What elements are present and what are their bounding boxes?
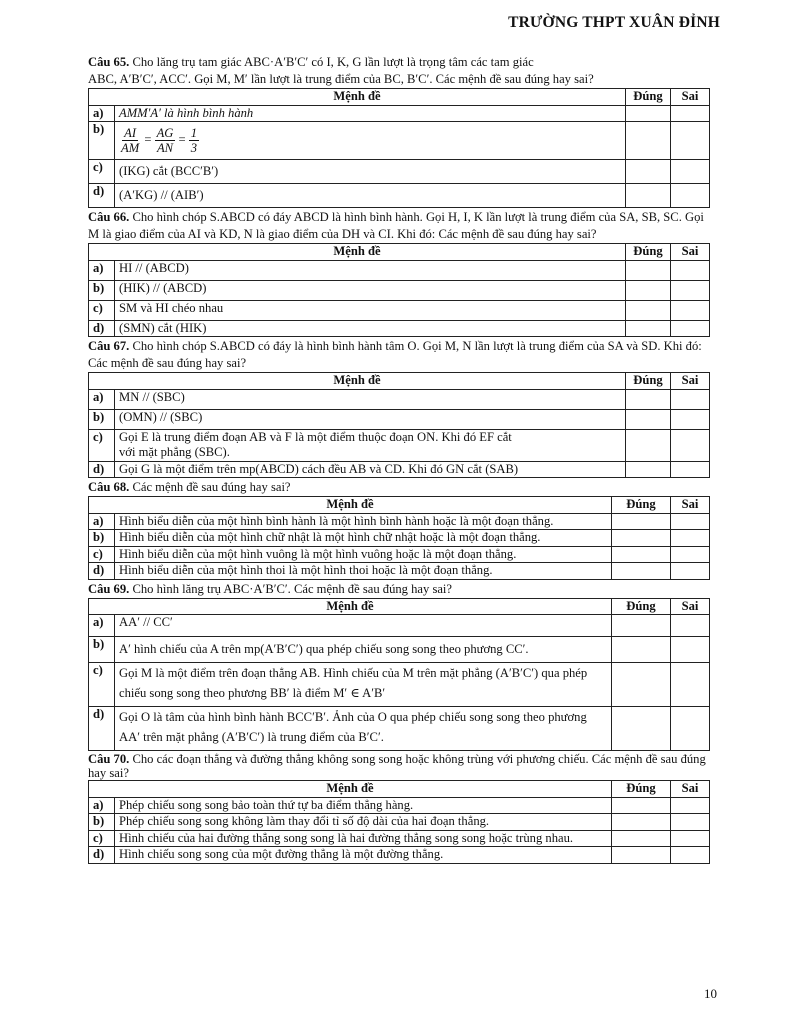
true-answer-cell[interactable]	[626, 429, 671, 461]
false-answer-cell[interactable]	[671, 546, 710, 563]
question-66-label: Câu 66.	[88, 210, 130, 224]
question-66-body: Cho hình chóp S.ABCD có đáy ABCD là hình bình hành. Gọi H, I, K lần lượt là trung điểm của SA, SB, SC. Gọi M là giao điểm của AI và KD, N là giao điểm của DH và CI. Khi đó: Các mệnh đề sau đúng hay sai?	[88, 210, 704, 241]
false-answer-cell[interactable]	[671, 105, 710, 122]
true-answer-cell[interactable]	[626, 184, 671, 208]
header-true: Đúng	[612, 497, 671, 514]
row-letter: a)	[89, 105, 115, 122]
table-row	[89, 320, 710, 337]
table-row	[89, 530, 710, 547]
row-letter: d)	[89, 847, 115, 864]
fraction-one-third: $\frac{1}{3}$	[190, 126, 198, 155]
table-row	[89, 429, 710, 461]
false-answer-cell[interactable]	[671, 184, 710, 208]
header-statement: Mệnh đề	[89, 497, 612, 514]
row-statement: Hình biểu diễn của một hình bình hành là một hình bình hành hoặc là một đoạn thẳng.	[115, 513, 612, 530]
question-67-table	[88, 372, 710, 478]
true-answer-cell[interactable]	[612, 637, 671, 663]
question-67	[88, 338, 710, 478]
question-69-text	[88, 581, 710, 598]
header-true: Đúng	[626, 373, 671, 390]
table-header-row	[89, 373, 710, 390]
row-statement: Gọi M là một điểm trên đoạn thẳng AB. Hình chiếu của M trên mặt phẳng (A′B′C′) qua phép chiếu song song theo phương BB′ là điểm M′ ∈ A′B′	[115, 663, 612, 707]
row-statement: Gọi E là trung điểm đoạn AB và F là một điểm thuộc đoạn ON. Khi đó EF cắt với mặt phẳng (SBC).	[115, 429, 626, 461]
row-letter: c)	[89, 160, 115, 184]
header-false: Sai	[671, 89, 710, 106]
true-answer-cell[interactable]	[626, 461, 671, 478]
true-answer-cell[interactable]	[626, 409, 671, 429]
question-69-table	[88, 598, 710, 752]
header-false: Sai	[671, 598, 710, 615]
true-answer-cell[interactable]	[612, 546, 671, 563]
true-answer-cell[interactable]	[612, 707, 671, 751]
table-row	[89, 707, 710, 751]
question-65-table	[88, 88, 710, 208]
row-statement: HI // (ABCD)	[115, 260, 626, 280]
false-answer-cell[interactable]	[671, 260, 710, 280]
false-answer-cell[interactable]	[671, 615, 710, 637]
row-statement: Phép chiếu song song không làm thay đổi tỉ số độ dài của hai đoạn thẳng.	[115, 814, 612, 831]
true-answer-cell[interactable]	[612, 513, 671, 530]
header-true: Đúng	[626, 244, 671, 261]
row-letter: c)	[89, 663, 115, 707]
row-letter: b)	[89, 409, 115, 429]
true-answer-cell[interactable]	[612, 663, 671, 707]
row-letter: d)	[89, 184, 115, 208]
false-answer-cell[interactable]	[671, 513, 710, 530]
row-letter: b)	[89, 814, 115, 831]
false-answer-cell[interactable]	[671, 160, 710, 184]
row-statement: MN // (SBC)	[115, 389, 626, 409]
row-letter: b)	[89, 637, 115, 663]
false-answer-cell[interactable]	[671, 389, 710, 409]
table-row	[89, 260, 710, 280]
header-true: Đúng	[626, 89, 671, 106]
table-row	[89, 814, 710, 831]
row-statement: $\frac{AI}{AM}$ = $\frac{AG}{AN}$ = $\frac{1}{3}$	[115, 122, 626, 160]
table-row	[89, 122, 710, 160]
question-69-body: Cho hình lăng trụ ABC·A′B′C′. Các mệnh đề sau đúng hay sai?	[132, 581, 453, 596]
table-header-row	[89, 598, 710, 615]
row-statement: Phép chiếu song song bảo toàn thứ tự ba điểm thẳng hàng.	[115, 797, 612, 814]
header-true: Đúng	[612, 598, 671, 615]
question-70-body: Cho các đoạn thẳng và đường thẳng không song song hoặc không trùng với phương chiếu. Các mệnh đề sau đúng hay sai?	[88, 752, 706, 780]
true-answer-cell[interactable]	[612, 563, 671, 580]
table-row	[89, 300, 710, 320]
table-row	[89, 546, 710, 563]
header-statement: Mệnh đề	[89, 781, 612, 798]
row-statement: Gọi G là một điểm trên mp(ABCD) cách đều AB và CD. Khi đó GN cắt (SAB)	[115, 461, 626, 478]
question-66	[88, 209, 710, 337]
false-answer-cell[interactable]	[671, 530, 710, 547]
false-answer-cell[interactable]	[671, 637, 710, 663]
question-69-label: Câu 69.	[88, 581, 130, 596]
false-answer-cell[interactable]	[671, 429, 710, 461]
table-row	[89, 663, 710, 707]
table-row	[89, 389, 710, 409]
row-statement: Hình chiếu của hai đường thẳng song song là hai đường thẳng song song hoặc trùng nhau.	[115, 830, 612, 847]
false-answer-cell[interactable]	[671, 814, 710, 831]
question-70	[88, 752, 710, 864]
table-row	[89, 409, 710, 429]
question-66-text	[88, 209, 710, 243]
table-row	[89, 184, 710, 208]
true-answer-cell[interactable]	[626, 260, 671, 280]
header-statement: Mệnh đề	[89, 244, 626, 261]
question-68-table	[88, 496, 710, 580]
question-67-body: Cho hình chóp S.ABCD có đáy là hình bình hành tâm O. Gọi M, N lần lượt là trung điểm của SA và SD. Khi đó: Các mệnh đề sau đúng hay sai?	[88, 339, 702, 370]
row-statement: AA′ // CC′	[115, 615, 612, 637]
header-false: Sai	[671, 244, 710, 261]
false-answer-cell[interactable]	[671, 320, 710, 337]
table-header-row	[89, 781, 710, 798]
row-statement: AMM′A′ là hình bình hành	[115, 105, 626, 122]
true-answer-cell[interactable]	[612, 530, 671, 547]
true-answer-cell[interactable]	[626, 105, 671, 122]
row-letter: b)	[89, 122, 115, 160]
table-header-row	[89, 244, 710, 261]
row-letter: a)	[89, 260, 115, 280]
header-false: Sai	[671, 781, 710, 798]
row-statement: SM và HI chéo nhau	[115, 300, 626, 320]
document-body	[88, 54, 710, 865]
table-row	[89, 637, 710, 663]
row-letter: b)	[89, 530, 115, 547]
false-answer-cell[interactable]	[671, 830, 710, 847]
header-statement: Mệnh đề	[89, 373, 626, 390]
table-row	[89, 280, 710, 300]
row-statement: Hình biểu diễn của một hình chữ nhật là một hình chữ nhật hoặc là một đoạn thẳng.	[115, 530, 612, 547]
row-letter: a)	[89, 513, 115, 530]
true-answer-cell[interactable]	[612, 797, 671, 814]
table-header-row	[89, 89, 710, 106]
header-false: Sai	[671, 373, 710, 390]
row-letter: c)	[89, 429, 115, 461]
false-answer-cell[interactable]	[671, 663, 710, 707]
row-letter: c)	[89, 546, 115, 563]
table-row	[89, 847, 710, 864]
question-70-table	[88, 780, 710, 864]
true-answer-cell[interactable]	[626, 160, 671, 184]
row-letter: d)	[89, 320, 115, 337]
table-row	[89, 563, 710, 580]
row-statement: (HIK) // (ABCD)	[115, 280, 626, 300]
true-answer-cell[interactable]	[626, 300, 671, 320]
fraction-ai-am: $\frac{AI}{AM}$	[121, 126, 140, 155]
question-65-line-1: Cho lăng trụ tam giác ABC·A′B′C′ có I, K, G lần lượt là trọng tâm các tam giác	[132, 55, 534, 69]
row-statement: Gọi O là tâm của hình bình hành BCC′B′. Ảnh của O qua phép chiếu song song theo phương AA′ trên mặt phẳng (A′B′C′) là trung điểm của B′C′.	[115, 707, 612, 751]
table-header-row	[89, 497, 710, 514]
question-65	[88, 54, 710, 208]
fraction-ag-an: $\frac{AG}{AN}$	[156, 126, 174, 155]
header-statement: Mệnh đề	[89, 89, 626, 106]
true-answer-cell[interactable]	[612, 847, 671, 864]
row-statement: Hình biểu diễn của một hình vuông là một hình vuông hoặc là một đoạn thẳng.	[115, 546, 612, 563]
question-70-label: Câu 70.	[88, 752, 130, 766]
true-answer-cell[interactable]	[626, 122, 671, 160]
question-67-text	[88, 338, 710, 372]
question-69	[88, 581, 710, 752]
question-68-body: Các mệnh đề sau đúng hay sai?	[132, 480, 291, 494]
question-65-line-2: ABC, A′B′C′, ACC′. Gọi M, M′ lần lượt là trung điểm của BC, B′C′. Các mệnh đề sau đúng hay sai?	[88, 72, 594, 86]
row-statement: Hình chiếu song song của một đường thẳng là một đường thẳng.	[115, 847, 612, 864]
table-row	[89, 513, 710, 530]
row-statement: (SMN) cắt (HIK)	[115, 320, 626, 337]
header-statement: Mệnh đề	[89, 598, 612, 615]
row-letter: a)	[89, 797, 115, 814]
true-answer-cell[interactable]	[612, 615, 671, 637]
false-answer-cell[interactable]	[671, 847, 710, 864]
row-statement: (A′KG) // (AIB′)	[115, 184, 626, 208]
row-letter: b)	[89, 280, 115, 300]
question-65-text	[88, 54, 710, 88]
false-answer-cell[interactable]	[671, 122, 710, 160]
false-answer-cell[interactable]	[671, 461, 710, 478]
page-number: 10	[704, 986, 717, 1001]
true-answer-cell[interactable]	[612, 814, 671, 831]
table-row	[89, 105, 710, 122]
row-letter: c)	[89, 830, 115, 847]
false-answer-cell[interactable]	[671, 797, 710, 814]
row-statement: A′ hình chiếu của A trên mp(A′B′C′) qua phép chiếu song song theo phương CC′.	[115, 637, 612, 663]
row-statement: (OMN) // (SBC)	[115, 409, 626, 429]
false-answer-cell[interactable]	[671, 280, 710, 300]
question-68	[88, 479, 710, 580]
question-66-table	[88, 243, 710, 337]
table-row	[89, 461, 710, 478]
false-answer-cell[interactable]	[671, 409, 710, 429]
table-row	[89, 160, 710, 184]
row-statement: (IKG) cắt (BCC′B′)	[115, 160, 626, 184]
page-header: TRƯỜNG THPT XUÂN ĐỈNH	[508, 14, 720, 31]
false-answer-cell[interactable]	[671, 707, 710, 751]
true-answer-cell[interactable]	[626, 320, 671, 337]
question-70-text	[88, 752, 710, 780]
row-letter: a)	[89, 615, 115, 637]
row-letter: c)	[89, 300, 115, 320]
question-65-label: Câu 65.	[88, 55, 130, 69]
table-row	[89, 830, 710, 847]
question-68-text	[88, 479, 710, 496]
false-answer-cell[interactable]	[671, 300, 710, 320]
header-true: Đúng	[612, 781, 671, 798]
question-68-label: Câu 68.	[88, 480, 130, 494]
row-letter: d)	[89, 707, 115, 751]
true-answer-cell[interactable]	[612, 830, 671, 847]
row-statement: Hình biểu diễn của một hình thoi là một hình thoi hoặc là một đoạn thẳng.	[115, 563, 612, 580]
table-row	[89, 797, 710, 814]
row-letter: a)	[89, 389, 115, 409]
false-answer-cell[interactable]	[671, 563, 710, 580]
true-answer-cell[interactable]	[626, 389, 671, 409]
row-letter: d)	[89, 461, 115, 478]
row-letter: d)	[89, 563, 115, 580]
table-row	[89, 615, 710, 637]
question-67-label: Câu 67.	[88, 339, 130, 353]
header-false: Sai	[671, 497, 710, 514]
true-answer-cell[interactable]	[626, 280, 671, 300]
